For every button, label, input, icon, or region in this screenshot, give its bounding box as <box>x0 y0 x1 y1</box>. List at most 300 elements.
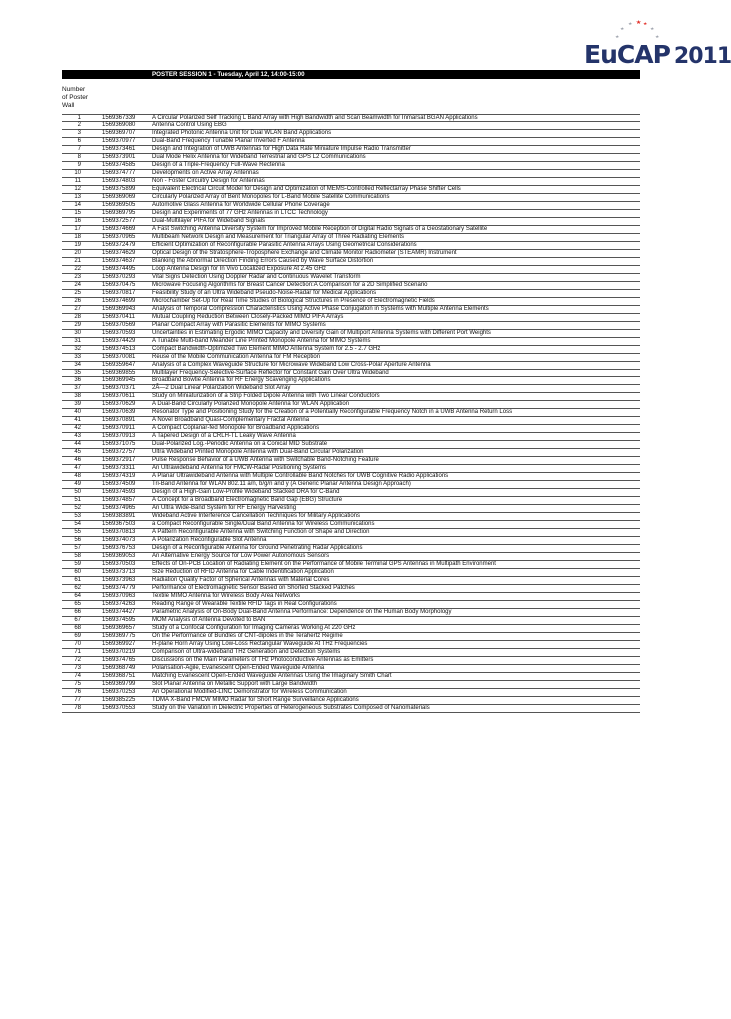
paper-title: a Compact Reconfigurable Single/Dual Band Antenna for Wireless Communications <box>152 521 375 528</box>
table-row <box>62 322 640 330</box>
paper-title: Feasibility Study of an Ultra Wideband Pseudo-Noise-Radar for Medical Applications <box>152 289 377 296</box>
poster-wall-number: 66 <box>74 609 81 616</box>
poster-wall-number: 21 <box>74 257 81 264</box>
poster-wall-number: 2 <box>77 121 81 128</box>
poster-wall-number: 10 <box>74 169 81 176</box>
paper-title: Design of a High-Gain Low-Profile Wideband Stacked DRA for C-Band <box>152 489 340 496</box>
poster-wall-number: 71 <box>74 648 81 655</box>
paper-id: 1569374319 <box>102 473 136 480</box>
logo-text: EuCAP <box>584 40 670 69</box>
poster-wall-number: 6 <box>77 137 81 144</box>
paper-title: Analysis of a Complex Waveguide Structure for Microwave Wideband Low Cross-Polar Aperture Antenna <box>152 361 431 368</box>
paper-id: 1569370219 <box>102 648 136 655</box>
paper-title: Reading Range of Wearable Textile RFID Tags in Real Configurations <box>152 601 337 608</box>
table-row <box>62 330 640 338</box>
poster-wall-number: 69 <box>74 632 81 639</box>
table-row <box>62 401 640 409</box>
paper-title: Dual-Multilayer PIFA for Wideband Signals <box>152 217 266 224</box>
paper-title: H-plane Horn Array Using Low-Loss Rectangular Waveguide At THz Frequencies <box>152 640 368 647</box>
paper-title: Multibeam Network Design and Measurement for Triangular Array of Three Radiating Elements <box>152 233 405 240</box>
paper-title: A Planar Ultrawideband Antenna with Multiple Controllable Band Notches for UWB Cognitive Radio Applications <box>152 473 449 480</box>
paper-id: 1569370891 <box>102 417 136 424</box>
table-row <box>62 314 640 322</box>
column-header-line: Number <box>62 86 86 93</box>
poster-wall-number: 26 <box>74 297 81 304</box>
paper-id: 1569372577 <box>102 217 136 224</box>
paper-title: Polarisation-Agile, Evanescent Open-Ended Waveguide Antenna <box>152 664 325 671</box>
paper-title: Parametric Analysis of On-Body Dual-Band Antenna Performance: Dependence on the Human Body Morphology <box>152 609 452 616</box>
paper-title: Tri-Band Antenna for WLAN 802.11 a/n, b/g/n and y (A Generic Planar Antenna Design Approach) <box>152 481 411 488</box>
table-row <box>62 561 640 569</box>
poster-wall-number: 42 <box>74 425 81 432</box>
poster-table <box>62 114 640 713</box>
paper-title: Design of a Reconfigurable Antenna for Ground Penetrating Radar Applications <box>152 545 363 552</box>
paper-title: Compact Bandwidth-Optimized Two Element MIMO Antenna System for 2.5 - 2.7 GHz <box>152 345 381 352</box>
paper-id: 1569371075 <box>102 441 136 448</box>
poster-wall-number: 53 <box>74 513 81 520</box>
poster-wall-number: 35 <box>74 369 81 376</box>
paper-id: 1569374669 <box>102 225 136 232</box>
paper-title: An Ultrawideband Antenna for FMCW-Radar Positioning Systems <box>152 465 326 472</box>
paper-id: 1569374495 <box>102 265 136 272</box>
paper-id: 1569370253 <box>102 688 136 695</box>
paper-id: 1569372917 <box>102 457 136 464</box>
paper-id: 1569383891 <box>102 513 136 520</box>
poster-wall-number: 30 <box>74 329 81 336</box>
paper-title: Dual-Band Frequency Tunable Planar Inverted F Antenna <box>152 137 305 144</box>
paper-id: 1569370963 <box>102 593 136 600</box>
poster-wall-number: 50 <box>74 489 81 496</box>
table-row <box>62 162 640 170</box>
paper-title: Study on the Variation in Dielectric Properties of Heterogeneous Substrates Composed of Nanomaterials <box>152 704 430 711</box>
table-row <box>62 689 640 697</box>
table-row <box>62 393 640 401</box>
poster-wall-number: 37 <box>74 385 81 392</box>
poster-wall-number: 56 <box>74 537 81 544</box>
paper-id: 1569370977 <box>102 137 136 144</box>
table-row <box>62 665 640 673</box>
poster-wall-number: 25 <box>74 289 81 296</box>
poster-wall-number: 51 <box>74 497 81 504</box>
poster-wall-number: 64 <box>74 593 81 600</box>
paper-id: 1569374429 <box>102 337 136 344</box>
paper-id: 1569374777 <box>102 169 136 176</box>
paper-id: 1569374965 <box>102 505 136 512</box>
paper-title: An Alternative Energy Source for Low Power Autonomous Sensors <box>152 553 330 560</box>
poster-wall-number: 74 <box>74 672 81 679</box>
table-row <box>62 425 640 433</box>
table-row <box>62 298 640 306</box>
paper-title: An Operational Modified-LINC Demonstrator for Wireless Communication <box>152 688 347 695</box>
paper-title: Performance of Electromagnetic Sensor Based on Shorted Stacked Patches <box>152 585 355 592</box>
table-row <box>62 553 640 561</box>
paper-title: A Compact Coplanar-fed Monopole for Broadband Applications <box>152 425 320 432</box>
paper-title: Vital Signs Detection Using Doppler Radar and Continuous Wavelet Transform <box>152 273 361 280</box>
table-row <box>62 705 640 713</box>
table-row <box>62 282 640 290</box>
paper-id: 1569368749 <box>102 664 136 671</box>
paper-title: An Ultra Wide-Band System for RF Energy Harvesting <box>152 505 297 512</box>
table-row <box>62 258 640 266</box>
poster-wall-number: 57 <box>74 545 81 552</box>
paper-id: 1569369080 <box>102 121 136 128</box>
paper-title: Study on Miniaturization of a Strip Folded Dipole Antenna with Two Linear Conductors <box>152 393 380 400</box>
paper-id: 1569372479 <box>102 241 136 248</box>
paper-title: Reuse of the Mobile Communication Antenna for FM Reception <box>152 353 321 360</box>
paper-id: 1569374263 <box>102 601 136 608</box>
paper-id: 1569374509 <box>102 481 136 488</box>
paper-id: 1569359647 <box>102 361 136 368</box>
table-row <box>62 473 640 481</box>
paper-title: Comparison of Ultra-wideband THz Generation and Detection Systems <box>152 648 341 655</box>
paper-title: Design and Experiments of 77 GHz Antennas in LTCC Technology <box>152 209 328 216</box>
paper-id: 1569370639 <box>102 409 136 416</box>
poster-wall-number: 72 <box>74 656 81 663</box>
table-row <box>62 481 640 489</box>
paper-title: A Dual-Band Circularly Polarized Monopole Antenna for WLAN Application <box>152 401 350 408</box>
eucap-logo <box>584 18 731 69</box>
session-title-bar <box>62 70 640 79</box>
poster-wall-number: 76 <box>74 688 81 695</box>
paper-id: 1569370553 <box>102 704 136 711</box>
table-row <box>62 146 640 154</box>
table-row <box>62 170 640 178</box>
poster-wall-number: 62 <box>74 585 81 592</box>
poster-wall-number: 18 <box>74 233 81 240</box>
paper-id: 1569369855 <box>102 369 136 376</box>
paper-title: Effects of On-PCB Location of Radiating Element on the Performance of Mobile Terminal GPS Antennas in Multipath Environment <box>152 561 496 568</box>
table-row <box>62 138 640 146</box>
poster-wall-number: 8 <box>77 153 81 160</box>
table-row <box>62 625 640 633</box>
table-row <box>62 202 640 210</box>
paper-title: Resonator Type and Positioning Study for the Creation of a Potentially Reconfigurable Frequency Notch in a UWB Antenna Return Loss <box>152 409 513 416</box>
poster-wall-number: 58 <box>74 553 81 560</box>
paper-title: TDMA X-Band FMCW MIMO Radar for Short Range Surveillance Applications <box>152 696 359 703</box>
paper-title: A Circular Polarized Self Tracking L Band Array with High Bandwidth and Scan Beamwidth for Inmarsat BGAN Applications <box>152 115 478 121</box>
paper-id: 1569370913 <box>102 433 136 440</box>
logo-wordmark <box>584 40 731 69</box>
paper-id: 1569367339 <box>102 115 136 121</box>
paper-id: 1569369069 <box>102 193 136 200</box>
column-header <box>62 86 88 111</box>
paper-id: 1569370965 <box>102 233 136 240</box>
paper-title: Design and Integration of UWB Antennas for High Data Rate Miniature Impulse Radio Transmitter <box>152 145 411 152</box>
logo-year: 2011 <box>673 44 731 69</box>
paper-id: 1569369053 <box>102 553 136 560</box>
paper-title: Ultra Wideband Printed Monopole Antenna with Dual-Band Circular Polarization <box>152 449 364 456</box>
poster-wall-number: 41 <box>74 417 81 424</box>
poster-wall-number: 60 <box>74 569 81 576</box>
column-header-line: Wall <box>62 102 75 110</box>
table-row <box>62 178 640 186</box>
paper-title: A Fast Switching Antenna Diversity System for Improved Mobile Reception of Digital Radio Signals of a Geostationary Satellite <box>152 225 488 232</box>
poster-wall-number: 33 <box>74 353 81 360</box>
table-row <box>62 649 640 657</box>
poster-wall-number: 59 <box>74 561 81 568</box>
table-row <box>62 441 640 449</box>
table-row <box>62 569 640 577</box>
paper-id: 1569373311 <box>102 465 135 472</box>
table-row <box>62 497 640 505</box>
paper-title: Size Reduction of RFID Antenna for Cable Indentification Application <box>152 569 334 576</box>
poster-wall-number: 28 <box>74 313 81 320</box>
paper-id: 1569370813 <box>102 529 136 536</box>
poster-wall-number: 29 <box>74 321 81 328</box>
table-row <box>62 274 640 282</box>
paper-id: 1569374803 <box>102 177 136 184</box>
poster-wall-number: 47 <box>74 465 81 472</box>
poster-wall-number: 39 <box>74 401 81 408</box>
table-row <box>62 226 640 234</box>
paper-id: 1569376753 <box>102 545 136 552</box>
paper-id: 1569372757 <box>102 449 136 456</box>
table-row <box>62 218 640 226</box>
paper-title: Optical Design of the Stratosphere-Troposphere Exchange and Climate Monitor Radiometer (STEAMR) Instrument <box>152 249 457 256</box>
table-row <box>62 457 640 465</box>
table-row <box>62 242 640 250</box>
paper-title: MOM Analysis of Antenna Devoted to BAN <box>152 617 266 624</box>
poster-wall-number: 3 <box>77 129 81 136</box>
table-row <box>62 641 640 649</box>
table-row <box>62 234 640 242</box>
paper-title: Planar Compact Array with Parasitic Elements for MIMO Systems <box>152 321 326 328</box>
poster-wall-number: 11 <box>74 177 81 184</box>
table-row <box>62 505 640 513</box>
table-row <box>62 290 640 298</box>
paper-title: Integrated Photonic Antenna Unit for Dual WLAN Band Applications <box>152 129 332 136</box>
paper-title: Analysis of Temporal Compression Characteristics Using Active Phase Conjugation in Systems with Multiple Antenna Elements <box>152 305 489 312</box>
paper-title: Uncertainties in Estimating Ergodic MIMO Capacity and Diversity Gain of Multiport Antenna Systems with Different Port Weights <box>152 329 491 336</box>
poster-wall-number: 22 <box>74 265 81 272</box>
paper-id: 1569369775 <box>102 632 136 639</box>
paper-id: 1569369707 <box>102 129 136 136</box>
column-header-line: of Poster <box>62 94 89 102</box>
poster-wall-number: 24 <box>74 281 81 288</box>
poster-wall-number: 40 <box>74 409 81 416</box>
paper-id: 1569373461 <box>102 145 136 152</box>
table-row <box>62 370 640 378</box>
table-row <box>62 617 640 625</box>
paper-title: A Tapered Design of a CRLH-TL Leaky Wave Antenna <box>152 433 296 440</box>
paper-title: A Pattern Reconfigurable Antenna with Switching Function of Shape and Direction <box>152 529 370 536</box>
paper-id: 1569374595 <box>102 617 136 624</box>
poster-wall-number: 1 <box>77 115 81 121</box>
poster-wall-number: 36 <box>74 377 81 384</box>
table-row <box>62 250 640 258</box>
paper-title: Design of a Triple-Frequency Full-Wave Rectenna <box>152 161 285 168</box>
table-row <box>62 186 640 194</box>
paper-title: Discussions on the Main Parameters of THz Photoconductive Antennas as Emitters <box>152 656 374 663</box>
poster-wall-number: 77 <box>74 696 81 703</box>
paper-id: 1569370611 <box>102 393 135 400</box>
table-row <box>62 210 640 218</box>
poster-wall-number: 17 <box>74 225 81 232</box>
poster-wall-number: 68 <box>74 625 81 631</box>
paper-title: Developments on Active Array Antennas <box>152 169 259 176</box>
paper-title: Loop Antenna Design for In Vivo Localized Exposure At 2.45 GHz <box>152 265 326 272</box>
paper-id: 1569370411 <box>102 313 135 320</box>
paper-title: Antenna Control Using EBG <box>152 121 227 128</box>
table-row <box>62 449 640 457</box>
paper-id: 1569374629 <box>102 249 136 256</box>
table-row <box>62 537 640 545</box>
table-row <box>62 362 640 370</box>
paper-title: Textile MIMO Antenna for Wireless Body Area Networks <box>152 593 301 600</box>
table-row <box>62 593 640 601</box>
paper-title: Pulse Response Behavior of a UWB Antenna with Switchable Band-Notching Feature <box>152 457 379 464</box>
paper-title: Wideband Active Interference Cancellation Techniques for Military Applications <box>152 513 361 520</box>
poster-wall-number: 65 <box>74 601 81 608</box>
poster-wall-number: 20 <box>74 249 81 256</box>
paper-id: 1569370371 <box>102 385 136 392</box>
paper-id: 1569374585 <box>102 161 136 168</box>
paper-title: Equivalent Electrical Circuit Model for Design and Optimization of MEMS-Controlled Reflectarray Phase Shifter Cells <box>152 185 461 192</box>
table-row <box>62 385 640 393</box>
table-row <box>62 346 640 354</box>
poster-wall-number: 44 <box>74 441 81 448</box>
poster-wall-number: 15 <box>74 209 81 216</box>
paper-title: On the Performance of Bundles of CNT-dipoles in the Terahertz Regime <box>152 632 343 639</box>
poster-wall-number: 78 <box>74 704 81 711</box>
paper-title: 2Ã—2 Dual Linear Polarization Wideband Slot Array <box>152 385 291 392</box>
paper-id: 1569370475 <box>102 281 136 288</box>
paper-title: Microchamber Set-Up for Real Time Studies of Biological Structures in Presence of Electromagnetic Fields <box>152 297 435 304</box>
table-row <box>62 114 640 122</box>
table-row <box>62 585 640 593</box>
paper-title: Microwave Focusing Algorithms for Breast Cancer Detection:A Comparison for a 2D Simplified Scenario <box>152 281 428 288</box>
table-row <box>62 681 640 689</box>
paper-id: 1569370569 <box>102 321 136 328</box>
paper-title: Efficient Optimization of Reconfigurable Parasitic Antenna Arrays Using Geometrical Considerations <box>152 241 417 248</box>
table-row <box>62 194 640 202</box>
poster-wall-number: 12 <box>74 185 81 192</box>
table-row <box>62 266 640 274</box>
paper-title: A Tunable Multi-band Meander Line Printed Monopole Antenna for MIMO Systems <box>152 337 371 344</box>
poster-wall-number: 45 <box>74 449 81 456</box>
paper-id: 1569373963 <box>102 577 136 584</box>
table-row <box>62 657 640 665</box>
poster-wall-number: 34 <box>74 361 81 368</box>
paper-title: Mutual Coupling Reduction Between Closely-Packed MIMO PIFA Arrays <box>152 313 344 320</box>
paper-title: Slot Planar Antenna on Metallic Support with Large Bandwidth <box>152 680 318 687</box>
paper-id: 1569369799 <box>102 680 136 687</box>
poster-wall-number: 32 <box>74 345 81 352</box>
table-row <box>62 673 640 681</box>
session-title: POSTER SESSION 1 - Tuesday, April 12, 14:00-15:00 <box>152 71 305 78</box>
paper-id: 1569374593 <box>102 489 136 496</box>
table-row <box>62 529 640 537</box>
poster-wall-number: 27 <box>74 305 81 312</box>
paper-id: 1569375899 <box>102 185 136 192</box>
poster-wall-number: 48 <box>74 473 81 480</box>
table-row <box>62 545 640 553</box>
paper-id: 1569373713 <box>102 569 136 576</box>
paper-id: 1569374513 <box>102 345 136 352</box>
poster-wall-number: 73 <box>74 664 81 671</box>
paper-id: 1569374427 <box>102 609 136 616</box>
paper-title: Study of a Confocal Configuration for Imaging Cameras Working At 220 GHz <box>152 625 356 631</box>
paper-title: Matching Evanescent Open-Ended Waveguide Antennas Using the Imaginary Smith Chart <box>152 672 392 679</box>
paper-id: 1569374779 <box>102 585 136 592</box>
paper-id: 1569370081 <box>102 353 136 360</box>
paper-id: 1569369927 <box>102 640 136 647</box>
table-row <box>62 417 640 425</box>
poster-wall-number: 54 <box>74 521 81 528</box>
table-row <box>62 633 640 641</box>
paper-id: 1569370293 <box>102 273 136 280</box>
paper-id: 1569369943 <box>102 305 136 312</box>
poster-wall-number: 23 <box>74 273 81 280</box>
poster-wall-number: 7 <box>77 145 81 152</box>
paper-id: 1569385225 <box>102 696 136 703</box>
paper-title: Dual Mode Helix Antenna for Wideband Terrestrial and GPS L2 Communications <box>152 153 366 160</box>
poster-wall-number: 43 <box>74 433 81 440</box>
table-row <box>62 306 640 314</box>
paper-id: 1569374699 <box>102 297 136 304</box>
table-row <box>62 354 640 362</box>
poster-wall-number: 52 <box>74 505 81 512</box>
table-row <box>62 577 640 585</box>
paper-title: Dual-Polarized Log.-Periodic Antenna on a Conical MID Substrate <box>152 441 328 448</box>
table-row <box>62 513 640 521</box>
poster-wall-number: 16 <box>74 217 81 224</box>
paper-id: 1569367503 <box>102 521 136 528</box>
table-row <box>62 122 640 130</box>
paper-title: A Novel Broadband Quasi-Complementary Fractal Antenna <box>152 417 310 424</box>
poster-wall-number: 38 <box>74 393 81 400</box>
table-row <box>62 130 640 138</box>
poster-wall-number: 49 <box>74 481 81 488</box>
paper-title: Automotive Glass Antenna for Worldwide Cellular Phone Coverage <box>152 201 330 208</box>
poster-wall-number: 55 <box>74 529 81 536</box>
paper-id: 1569374637 <box>102 257 136 264</box>
paper-id: 1569369657 <box>102 625 136 631</box>
paper-id: 1569373901 <box>102 153 136 160</box>
table-row <box>62 697 640 705</box>
paper-title: Radiation Quality Factor of Spherical Antennas with Material Cores <box>152 577 330 584</box>
paper-id: 1569374857 <box>102 497 136 504</box>
paper-title: Multilayer Frequency-Selective-Surface Reflector for Constant Gain Over Ultra Wideband <box>152 369 389 376</box>
table-row <box>62 338 640 346</box>
paper-id: 1569370817 <box>102 289 136 296</box>
paper-id: 1569369945 <box>102 377 136 384</box>
paper-id: 1569368751 <box>102 672 136 679</box>
paper-title: A Polarization Reconfigurable Slot Antenna <box>152 537 267 544</box>
paper-id: 1569370629 <box>102 401 136 408</box>
paper-title: Non - Foster Circuitry Design for Antennas <box>152 177 265 184</box>
paper-title: Blanking the Abnormal Direction Finding Errors Caused by Wave Surface Distortion <box>152 257 374 264</box>
paper-id: 1569374073 <box>102 537 136 544</box>
poster-wall-number: 70 <box>74 640 81 647</box>
table-row <box>62 601 640 609</box>
poster-wall-number: 46 <box>74 457 81 464</box>
paper-id: 1569370503 <box>102 561 136 568</box>
table-row <box>62 609 640 617</box>
paper-title: A Concept for a Broadband Electromagnetic Band Gap (EBG) Structure <box>152 497 343 504</box>
paper-title: Broadband Bowtie Antenna for RF Energy Scavenging Applications <box>152 377 331 384</box>
poster-wall-number: 61 <box>74 577 81 584</box>
table-row <box>62 489 640 497</box>
poster-wall-number: 67 <box>74 617 81 624</box>
paper-id: 1569370593 <box>102 329 136 336</box>
poster-wall-number: 13 <box>74 193 81 200</box>
poster-wall-number: 75 <box>74 680 81 687</box>
paper-id: 1569374765 <box>102 656 136 663</box>
poster-wall-number: 9 <box>77 161 81 168</box>
poster-wall-number: 14 <box>74 201 81 208</box>
paper-id: 1569369505 <box>102 201 136 208</box>
